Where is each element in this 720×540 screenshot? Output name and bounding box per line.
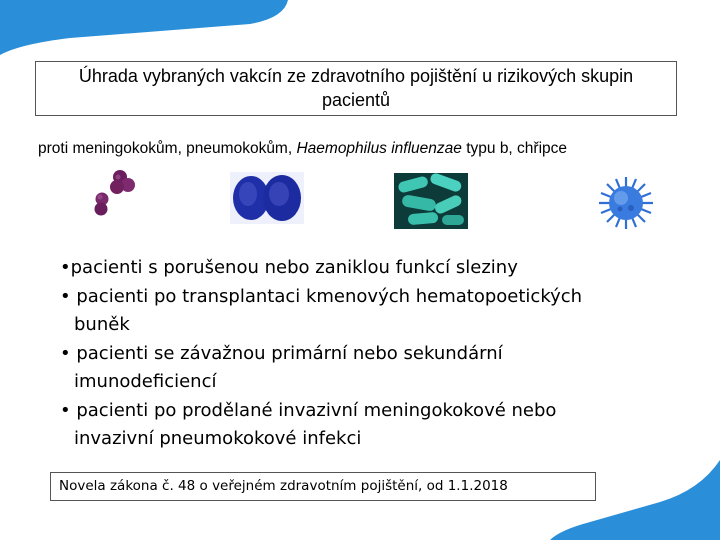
subtitle — [38, 140, 688, 158]
legislation-note: Novela zákona č. 48 o veřejném zdravotním pojištění, od 1.1.2018 — [50, 472, 596, 501]
pneumococcus-image — [230, 172, 304, 224]
bullet-item-3-line-1: • pacienti se závažnou primární nebo sekundární — [60, 342, 503, 364]
title-box — [35, 61, 677, 116]
subtitle-italic: Haemophilus influenzae — [296, 140, 462, 157]
bullet-item-2-line-2: buněk — [74, 314, 130, 335]
haemophilus-image — [394, 173, 468, 229]
bullet-item-3-line-2: imunodeficiencí — [74, 371, 217, 392]
title-line-2: pacientů — [321, 90, 391, 110]
bullet-item-4-line-1: • pacienti po prodělané invazivní meningokokové nebo — [60, 399, 557, 421]
influenza-virus-image — [594, 175, 658, 231]
bullet-item-4-line-2: invazivní pneumokokové infekci — [74, 428, 362, 449]
bullet-item-1 — [60, 254, 660, 283]
top-blue-decoration — [0, 0, 300, 60]
bullet-item-1-line-1: •pacienti s porušenou nebo zaniklou funkcí sleziny — [60, 257, 518, 278]
bullet-item-2 — [60, 283, 660, 340]
subtitle-suffix: typu b, chřipce — [461, 140, 568, 157]
title-line-1: Úhrada vybraných vakcín ze zdravotního pojištění u rizikových skupin — [78, 66, 634, 86]
bullet-item-3 — [60, 340, 660, 397]
meningococcus-image — [88, 168, 138, 218]
bullet-item-4 — [60, 397, 660, 454]
bullet-item-2-line-1: • pacienti po transplantaci kmenových hematopoetických — [60, 285, 583, 307]
subtitle-prefix: proti meningokokům, pneumokokům, — [38, 140, 297, 157]
bullet-list — [60, 254, 660, 454]
